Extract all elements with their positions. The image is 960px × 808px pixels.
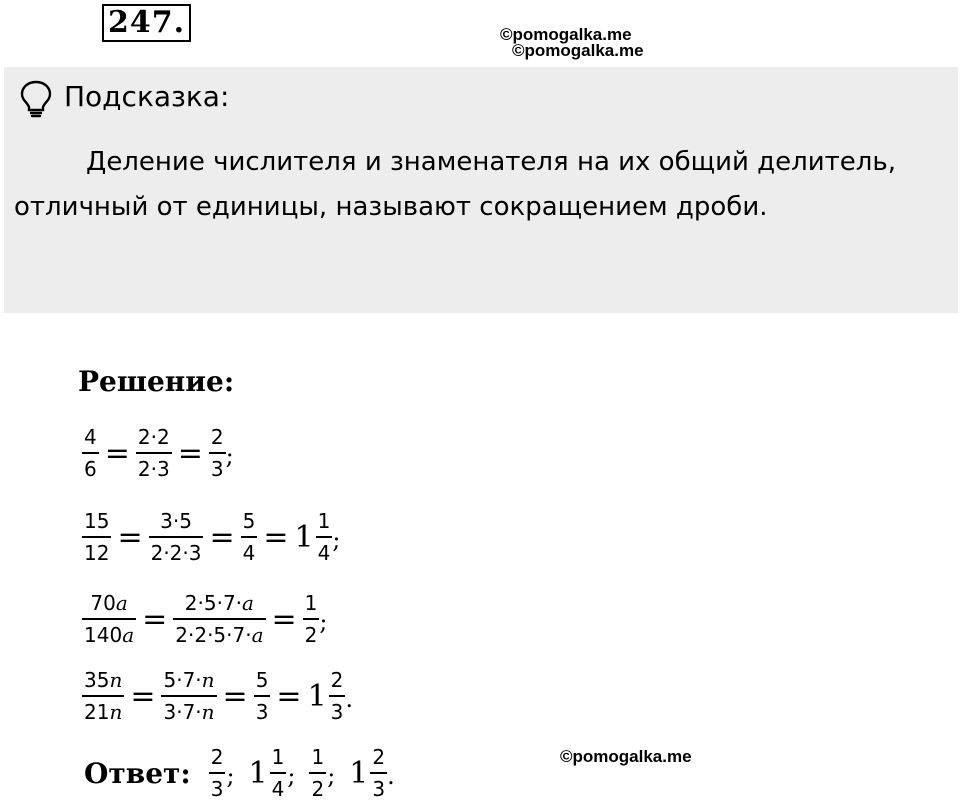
hint-box [4,67,958,313]
problem-number: 247. [102,4,191,42]
fraction: $\frac{3\cdot 5}{2\cdot 2\cdot 3}$ [150,509,202,565]
fraction: $\frac{1}{2}$ [311,745,325,801]
answer-label: Ответ: [84,756,191,790]
fraction: $\frac{5}{3}$ [255,668,269,724]
answer [84,738,395,808]
fraction: $\frac{70a}{140a}$ [84,591,135,647]
punctuation: ; [225,442,234,470]
punctuation: . [345,685,354,713]
fraction: $\frac{1}{2}$ [304,591,318,647]
equals-sign: = [130,678,156,714]
fraction: $\frac{2}{3}$ [330,668,344,724]
fraction: $\frac{4}{6}$ [84,425,97,481]
equation-2 [82,502,340,572]
fraction: $\frac{15}{12}$ [84,509,110,565]
equals-sign: = [142,601,168,637]
equation-4 [82,661,353,731]
equals-sign: = [263,519,289,555]
separator: ; [226,762,235,790]
watermark: ©pomogalka.me [500,25,632,44]
punctuation: ; [332,526,341,554]
equation-3 [82,584,328,654]
fraction: $\frac{2}{3}$ [372,745,386,801]
equals-sign: = [177,435,203,471]
equals-sign: = [104,435,130,471]
hint-text: Деление числителя и знаменателя на их общий делитель, отличный от единицы, называют сокращением дроби. [14,147,897,222]
equals-sign: = [222,678,248,714]
equation-1 [82,418,234,488]
fraction: $\frac{2}{3}$ [210,425,224,481]
fraction: $\frac{5\cdot 7\cdot n}{3\cdot 7\cdot n}$ [163,668,215,724]
solution-title: Решение: [78,365,235,398]
equals-sign: = [209,519,235,555]
fraction: $\frac{1}{4}$ [271,745,285,801]
equals-sign: = [276,678,302,714]
whole-part: 1 [307,678,327,714]
hint-title: Подсказка: [64,80,230,113]
fraction: $\frac{35n}{21n}$ [84,668,123,724]
fraction: $\frac{2\cdot 5\cdot 7\cdot a}{2\cdot 2\cdot 5\cdot 7\cdot a}$ [175,591,264,647]
fraction: $\frac{2\cdot 2}{2\cdot 3}$ [137,425,170,481]
fraction: $\frac{1}{4}$ [317,509,331,565]
equals-sign: = [271,601,297,637]
lightbulb-icon [18,79,54,119]
separator: ; [327,762,336,790]
punctuation: ; [319,608,328,636]
whole-part: 1 [349,755,369,791]
separator: ; [287,762,296,790]
punctuation: . [387,762,395,790]
watermark: ©pomogalka.me [512,41,644,60]
equals-sign: = [117,519,143,555]
whole-part: 1 [294,519,314,555]
watermark: ©pomogalka.me [560,747,692,766]
fraction: $\frac{2}{3}$ [210,745,224,801]
fraction: $\frac{5}{4}$ [242,509,256,565]
whole-part: 1 [248,755,268,791]
